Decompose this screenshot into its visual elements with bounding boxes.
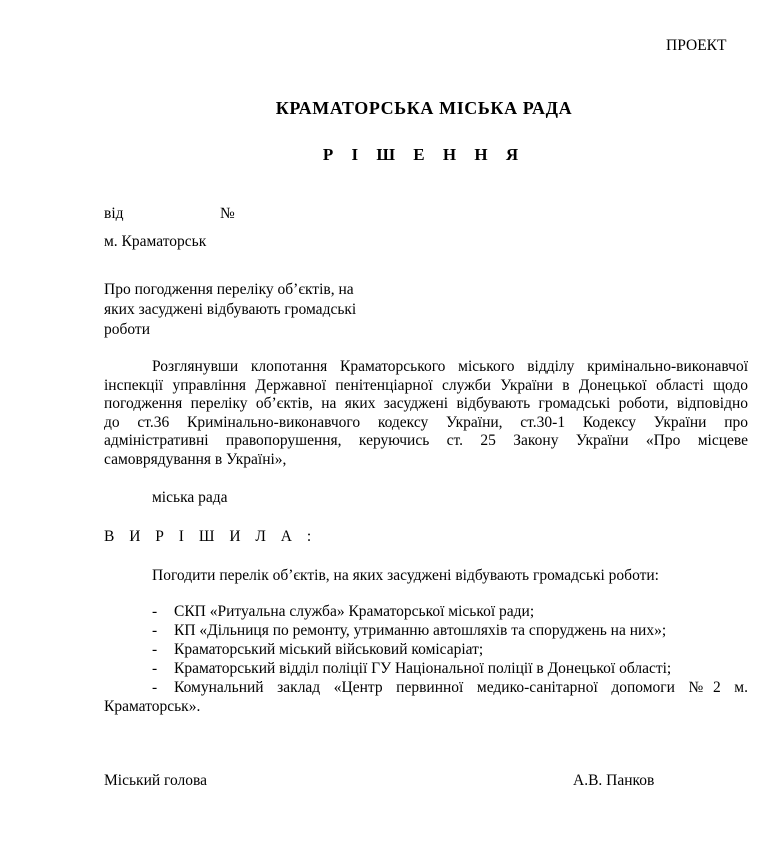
signature-title: Міський голова <box>104 772 208 789</box>
list-item-text: СКП «Ритуальна служба» Краматорської міської ради; <box>174 603 535 620</box>
subject-line: яких засуджені відбувають громадські <box>104 301 357 318</box>
decision-subject <box>104 280 374 340</box>
list-dash: - <box>152 660 158 677</box>
list-item-text: Краматорський відділ поліції ГУ Національної поліції в Донецької області; <box>174 660 672 677</box>
list-dash: - <box>152 679 158 696</box>
preamble-paragraph <box>104 358 748 469</box>
council-name: КРАМАТОРСЬКА МІСЬКА РАДА <box>275 98 573 118</box>
list-item <box>104 640 748 659</box>
list-dash: - <box>152 603 158 620</box>
preamble-line: адміністративні правопорушення, керуючись ст. 25 Закону України «Про місцеве <box>104 432 748 449</box>
draft-mark: ПРОЕКТ <box>666 37 727 54</box>
agree-line: Погодити перелік об’єктів, на яких засуджені відбувають громадські роботи: <box>152 567 659 584</box>
list-item <box>104 602 748 621</box>
number-label: № <box>220 205 235 222</box>
list-item <box>104 659 748 678</box>
preamble-line: інспекції управління Державної пенітенціарної служби України в Донецької області щодо <box>104 376 748 394</box>
preamble-line: погодження переліку об’єктів, на яких засуджені відбувають громадські роботи, відповідно <box>104 395 748 412</box>
preamble-line: самоврядування в Україні», <box>104 450 287 468</box>
preamble-line: Розглянувши клопотання Краматорського міського відділу кримінально-виконавчої <box>152 358 748 375</box>
list-item-text: Краматорський міський військовий комісаріат; <box>174 641 484 658</box>
objects-list <box>104 602 748 716</box>
list-item <box>104 678 748 716</box>
list-item <box>104 621 748 640</box>
city-line: м. Краматорськ <box>104 233 207 250</box>
list-dash: - <box>152 641 158 658</box>
date-label: від <box>104 205 124 222</box>
list-dash: - <box>152 622 158 639</box>
list-item-text-continuation: Краматорськ». <box>104 698 201 715</box>
council-word: міська рада <box>152 489 228 506</box>
subject-line: Про погодження переліку об’єктів, на <box>104 281 354 298</box>
list-item-text: Комунальний заклад «Центр первинної медико-санітарної допомоги №2 м. <box>174 679 748 696</box>
resolved-heading: В И Р І Ш И Л А : <box>104 528 317 545</box>
document-type-title: Р І Ш Е Н Н Я <box>322 145 526 164</box>
signature-name: А.В. Панков <box>573 772 655 789</box>
subject-line: роботи <box>104 321 151 338</box>
preamble-line: до ст.36 Кримінально-виконавчого кодексу України, ст.30-1 Кодексу України про <box>104 413 748 431</box>
list-item-text: КП «Дільниця по ремонту, утриманню автошляхів та споруджень на них»; <box>174 622 667 639</box>
